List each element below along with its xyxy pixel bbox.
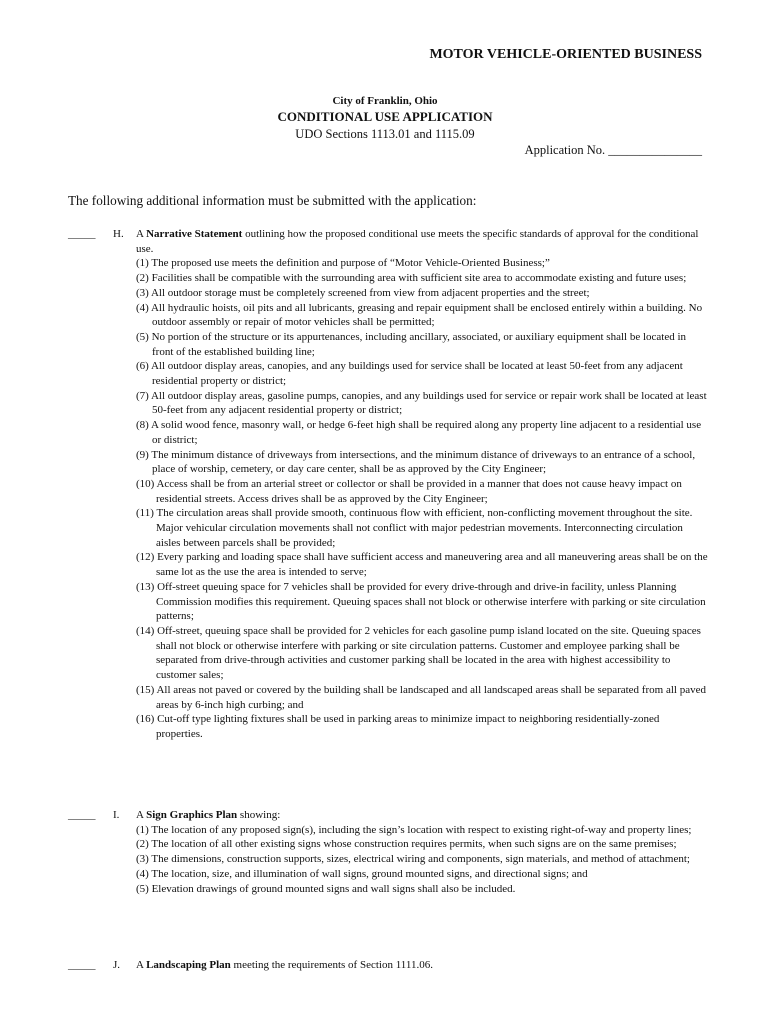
- section-letter: I.: [113, 809, 120, 821]
- list-item: (1) The location of any proposed sign(s), including the sign’s location with respect to existing right-of-way and property lines;: [136, 823, 692, 836]
- list-item: (2) The location of all other existing signs whose construction requires permits, when such signs are on the same premises;: [136, 838, 677, 851]
- section-i: [68, 808, 708, 896]
- intro-text: The following additional information must be submitted with the application:: [68, 193, 477, 208]
- form-title: CONDITIONAL USE APPLICATION: [277, 109, 493, 124]
- list-item: (4) The location, size, and illumination of wall signs, ground mounted signs, and directional signs; and: [136, 867, 588, 880]
- section-j: [68, 958, 708, 973]
- list-item: (15) All areas not paved or covered by the building shall be landscaped and all landscaped areas shall be separated from all paved areas by 6-inch high curbing; and: [136, 683, 706, 711]
- list-item: (13) Off-street queuing space for 7 vehicles shall be provided for every drive-through and drive-in facility, unless Planning Commission modifies this requirement. Queuing spaces shall not block or otherwise interfere with parking or site circulation patterns;: [136, 580, 706, 623]
- list-item: (7) All outdoor display areas, gasoline pumps, canopies, and any buildings used for service or repair work shall be located at least 50-feet from any adjacent residential property or district;: [136, 389, 707, 417]
- checklist-blank[interactable]: _____: [68, 959, 96, 971]
- city-name: City of Franklin, Ohio: [332, 95, 438, 107]
- page-title: MOTOR VEHICLE-ORIENTED BUSINESS: [429, 47, 702, 62]
- section-letter: J.: [113, 959, 121, 971]
- list-item: (9) The minimum distance of driveways from intersections, and the minimum distance of driveways to an entrance of a school, place of worship, cemetery, or day care center, shall be as approved by the City Engineer;: [136, 448, 696, 476]
- list-item: (8) A solid wood fence, masonry wall, or hedge 6-feet high shall be required along any property line adjacent to a residential use or district;: [136, 419, 702, 446]
- section-lead: A Sign Graphics Plan showing:: [136, 809, 281, 821]
- application-number[interactable]: Application No. _______________: [524, 143, 702, 157]
- section-h: [68, 227, 708, 742]
- section-lead: A Narrative Statement outlining how the proposed conditional use meets the specific standards of approval for the conditional use.: [136, 228, 699, 255]
- list-item: (5) No portion of the structure or its appurtenances, including ancillary, associated, or auxiliary equipment shall be located in front of the established building line;: [136, 330, 687, 358]
- list-item: (14) Off-street, queuing space shall be provided for 2 vehicles for each gasoline pump island located on the site. Queuing spaces shall not block or otherwise interfere with parking or site circulation patterns. Customer and employee parking shall be separated from drive-through activities and customer parking shall be located in the area with highest accessibility to customer sales;: [136, 624, 701, 682]
- list-item: (3) All outdoor storage must be completely screened from view from adjacent properties and the street;: [136, 286, 590, 299]
- list-item: (3) The dimensions, construction supports, sizes, electrical wiring and components, sign materials, and method of attachment;: [136, 853, 690, 866]
- list-item: (4) All hydraulic hoists, oil pits and all lubricants, greasing and repair equipment shall be enclosed entirely within a building. No outdoor assembly or repair of motor vehicles shall be permitted;: [136, 301, 703, 329]
- section-lead: A Landscaping Plan meeting the requirements of Section 1111.06.: [136, 959, 433, 971]
- list-item: (2) Facilities shall be compatible with the surrounding area with sufficient site area to accommodate existing and future uses;: [136, 272, 687, 285]
- checklist-blank[interactable]: _____: [68, 228, 96, 240]
- udo-sections: UDO Sections 1113.01 and 1115.09: [295, 127, 475, 141]
- list-item: (16) Cut-off type lighting fixtures shall be used in parking areas to minimize impact to neighboring residentially-zoned properties.: [136, 713, 660, 740]
- list-item: (12) Every parking and loading space shall have sufficient access and maneuvering area and all maneuvering areas shall be on the same lot as the use the area is intended to serve;: [136, 551, 708, 579]
- list-item: (1) The proposed use meets the definition and purpose of “Motor Vehicle-Oriented Business;”: [136, 257, 550, 270]
- checklist-blank[interactable]: _____: [68, 809, 96, 821]
- list-item: (11) The circulation areas shall provide smooth, continuous flow with efficient, non-conflicting movement throughout the site. Major vehicular circulation movements shall not conflict with major pedestrian movements. Interconnecting circulation aisles between parcels shall be provided;: [136, 507, 693, 549]
- list-item: (10) Access shall be from an arterial street or collector or shall be provided in a manner that does not cause heavy impact on residential streets. Access drives shall be as approved by the City Engineer;: [136, 477, 682, 505]
- list-item: (5) Elevation drawings of ground mounted signs and wall signs shall also be included.: [136, 882, 516, 895]
- section-letter: H.: [113, 228, 124, 240]
- list-item: (6) All outdoor display areas, canopies, and any buildings used for service shall be located at least 50-feet from any adjacent residential property or district;: [136, 360, 683, 388]
